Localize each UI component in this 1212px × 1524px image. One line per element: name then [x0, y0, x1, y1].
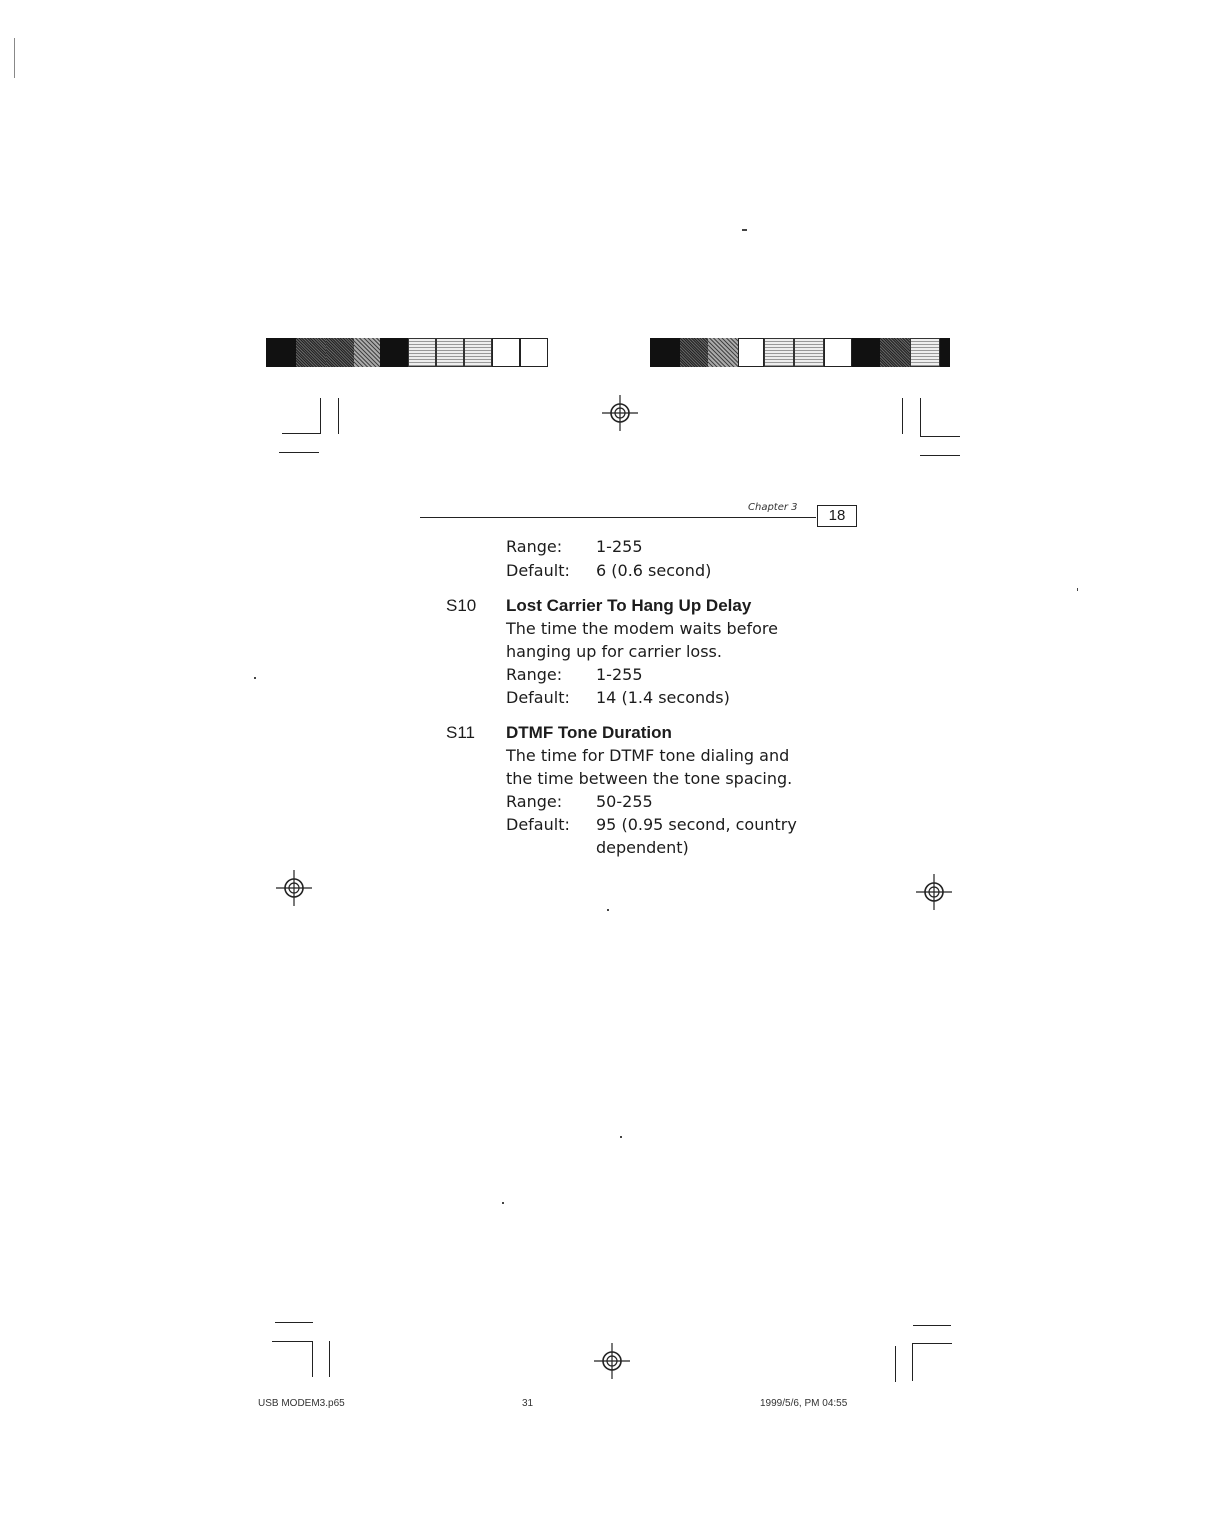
chapter-label: Chapter 3 [748, 502, 798, 513]
header-rule [420, 517, 816, 518]
register-code: S11 [446, 723, 475, 742]
register-title: Lost Carrier To Hang Up Delay [506, 596, 752, 615]
scan-speck [742, 229, 747, 231]
range-value: 1-255 [596, 537, 643, 556]
description-line: The time the modem waits before [506, 619, 778, 638]
default-label: Default: [506, 815, 570, 834]
page-number: 18 [817, 505, 857, 527]
registration-target-top-icon [600, 393, 640, 433]
scan-speck [502, 1202, 504, 1204]
default-label: Default: [506, 561, 570, 580]
range-label: Range: [506, 792, 563, 811]
range-value: 1-255 [596, 665, 643, 684]
registration-target-right-icon [914, 872, 954, 912]
default-label: Default: [506, 688, 570, 707]
footer-sheet-number: 31 [522, 1398, 534, 1409]
registration-target-bottom-icon [592, 1341, 632, 1381]
footer-file-name: USB MODEM3.p65 [258, 1398, 345, 1409]
scan-speck [607, 909, 609, 911]
description-line: the time between the tone spacing. [506, 769, 793, 788]
color-bar-left [266, 338, 548, 367]
description-line: hanging up for carrier loss. [506, 642, 722, 661]
default-value: 14 (1.4 seconds) [596, 688, 730, 707]
range-label: Range: [506, 537, 563, 556]
scan-speck [620, 1136, 622, 1138]
register-code: S10 [446, 596, 477, 615]
default-value: 95 (0.95 second, country [596, 815, 797, 834]
default-value-continued: dependent) [596, 838, 689, 857]
default-value: 6 (0.6 second) [596, 561, 712, 580]
footer-timestamp: 1999/5/6, PM 04:55 [760, 1398, 848, 1409]
scan-speck [14, 38, 15, 78]
range-label: Range: [506, 665, 563, 684]
scan-speck [1077, 588, 1078, 591]
register-title: DTMF Tone Duration [506, 723, 672, 742]
scan-speck [254, 677, 256, 679]
color-bar-right [650, 338, 950, 367]
registration-target-left-icon [274, 868, 314, 908]
range-value: 50-255 [596, 792, 653, 811]
description-line: The time for DTMF tone dialing and [506, 746, 790, 765]
